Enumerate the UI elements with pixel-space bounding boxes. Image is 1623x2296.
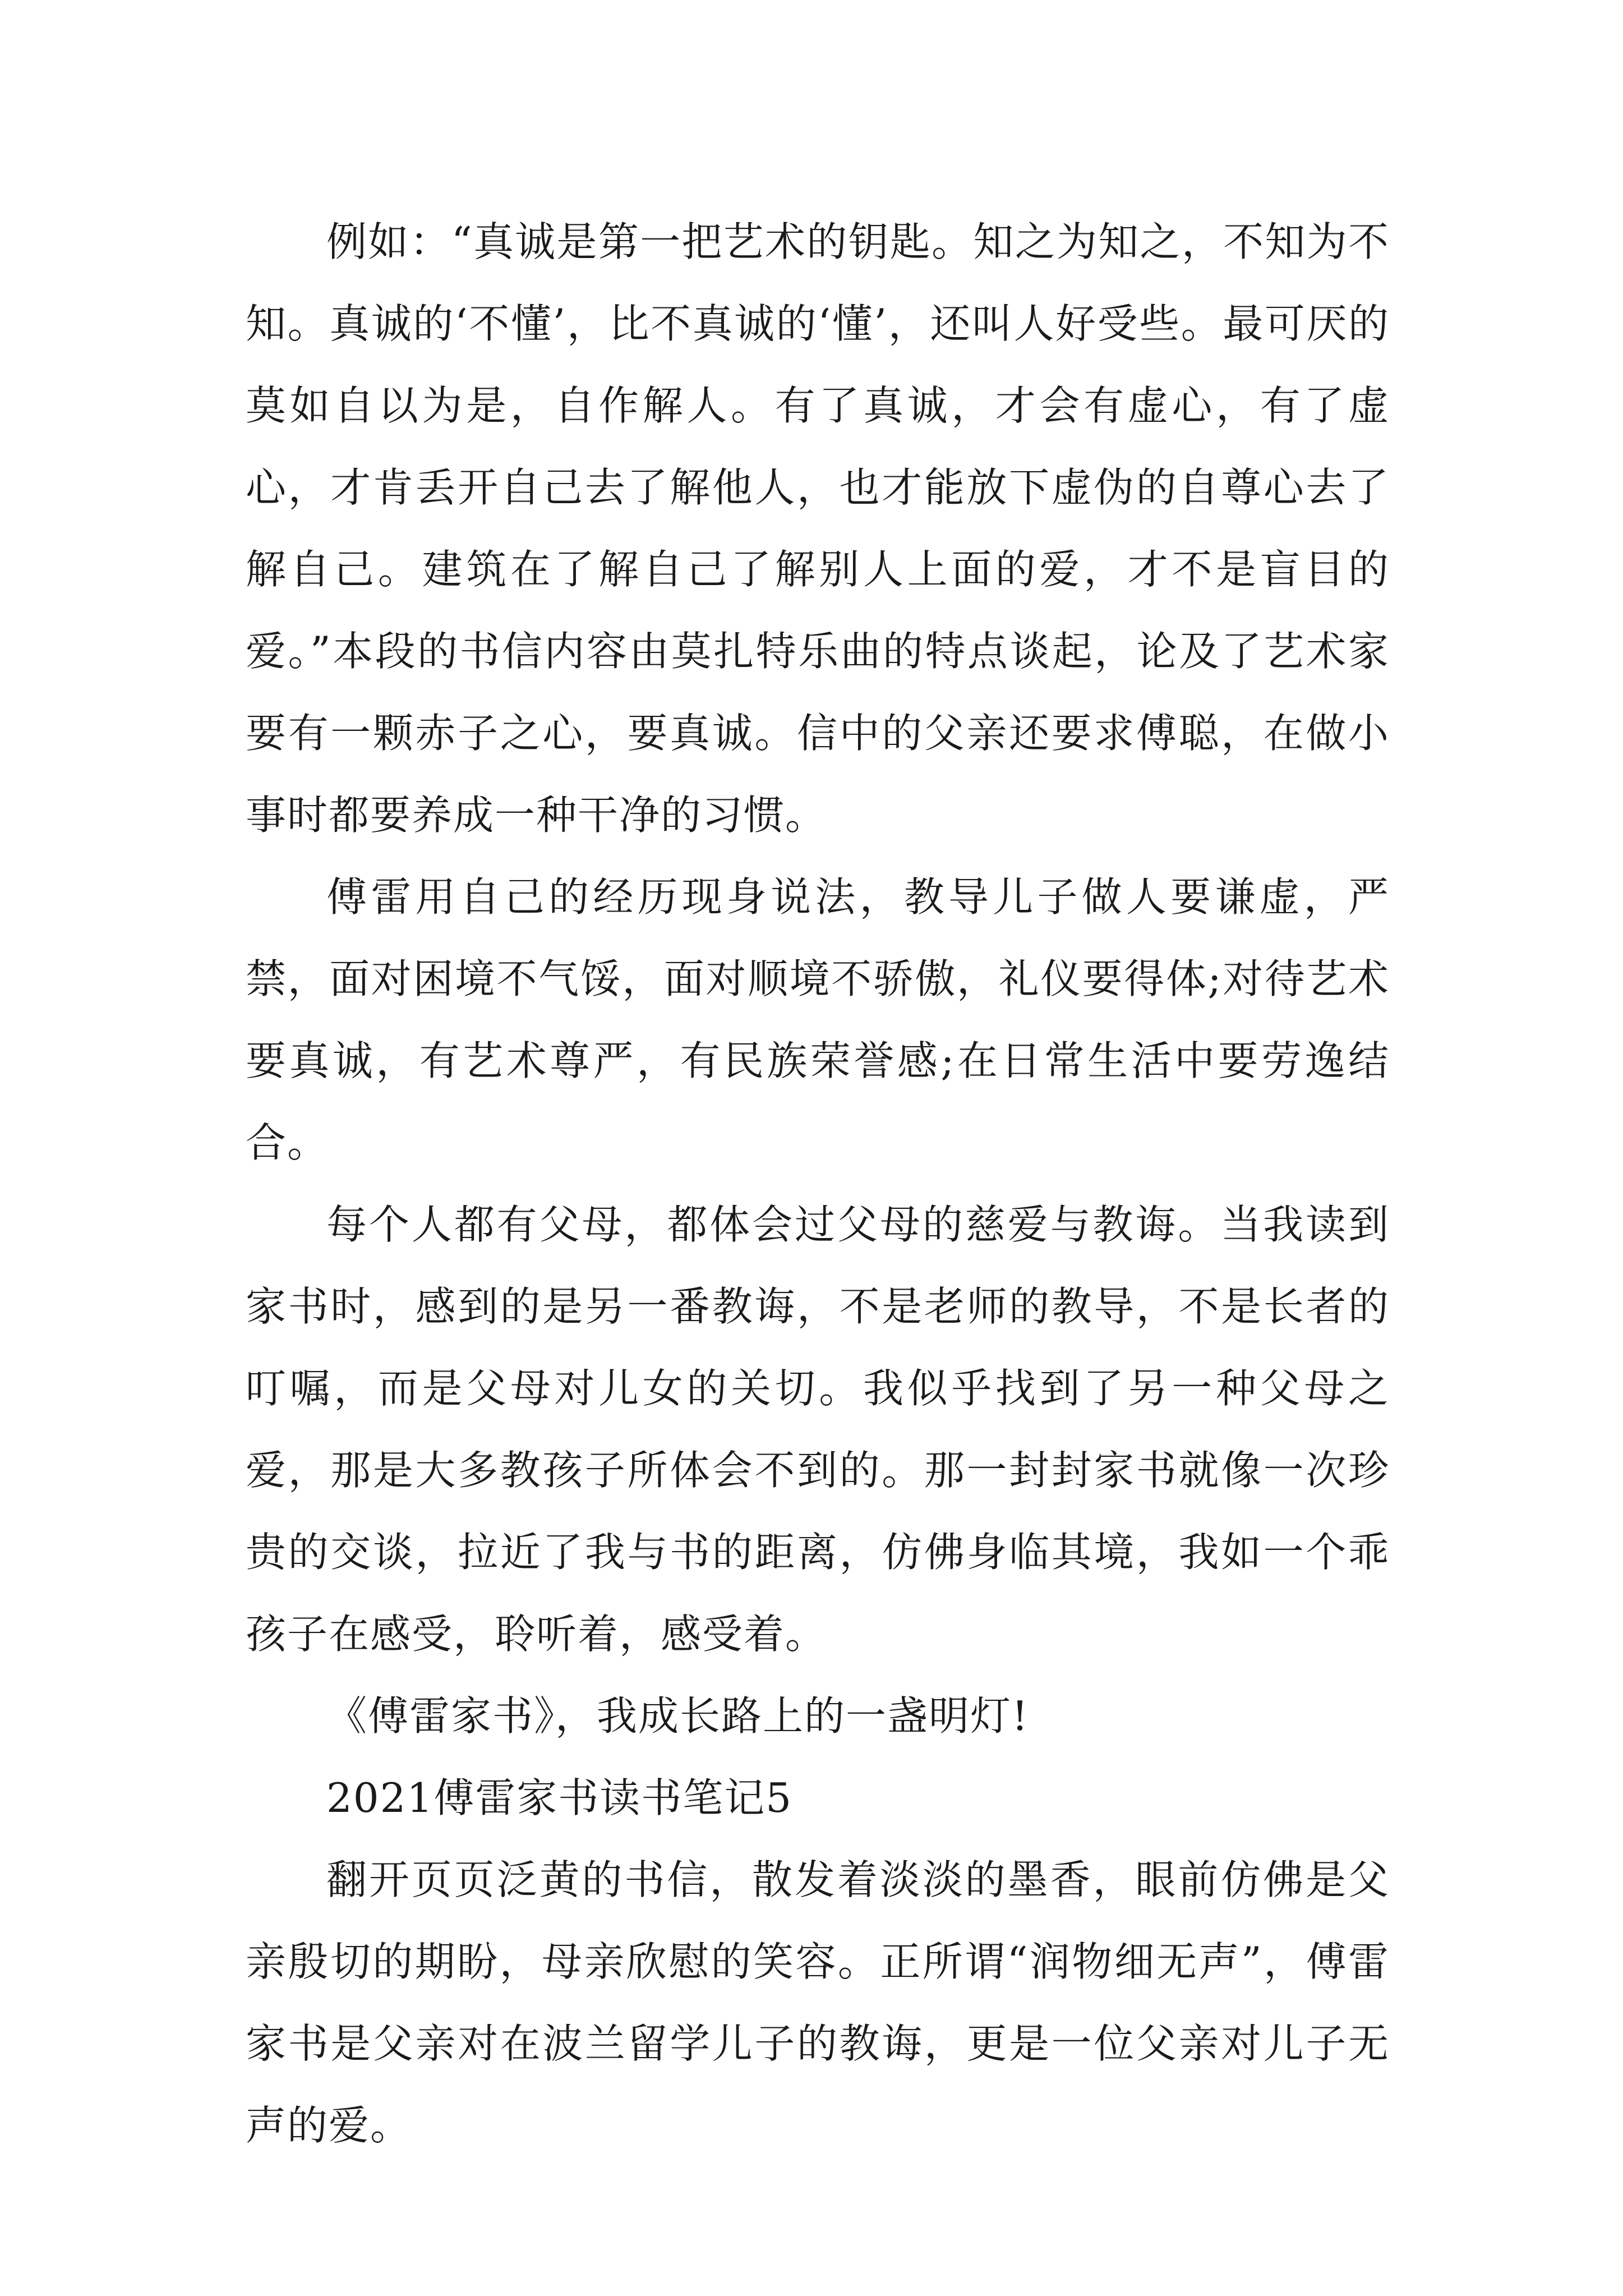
paragraph: 《傅雷家书》，我成长路上的一盏明灯!: [326, 1692, 1029, 1740]
document-body: [246, 201, 1390, 2166]
paragraph: 每个人都有父母，都体会过父母的慈爱与教诲。当我读到家书时，感到的是另一番教诲，不是老师的教导，不是长者的叮嘱，而是父母对儿女的关切。我似乎找到了另一种父母之爱，那是大多教孩子所体会不到的。那一封封家书就像一次珍贵的交谈，拉近了我与书的距离，仿佛身临其境，我如一个乖孩子在感受，聆听着，感受着。: [246, 1201, 1390, 1658]
paragraph: 例如：“真诚是第一把艺术的钥匙。知之为知之，不知为不知。真诚的‘不懂’，比不真诚的‘懂’，还叫人好受些。最可厌的莫如自以为是，自作解人。有了真诚，才会有虚心，有了虚心，才肯丢开自己去了解他人，也才能放下虚伪的自尊心去了解自己。建筑在了解自己了解别人上面的爱，才不是盲目的爱。”本段的书信内容由莫扎特乐曲的特点谈起，论及了艺术家要有一颗赤子之心，要真诚。信中的父亲还要求傅聪，在做小事时都要养成一种干净的习惯。: [246, 218, 1390, 839]
paragraph: 傅雷用自己的经历现身说法，教导儿子做人要谦虚，严禁，面对困境不气馁，面对顺境不骄傲，礼仪要得体;对待艺术要真诚，有艺术尊严，有民族荣誉感;在日常生活中要劳逸结合。: [246, 873, 1390, 1166]
paragraph: 翻开页页泛黄的书信，散发着淡淡的墨香，眼前仿佛是父亲殷切的期盼，母亲欣慰的笑容。正所谓“润物细无声”，傅雷家书是父亲对在波兰留学儿子的教诲，更是一位父亲对儿子无声的爱。: [246, 1856, 1390, 2149]
section-heading: 2021傅雷家书读书笔记5: [326, 1774, 793, 1821]
